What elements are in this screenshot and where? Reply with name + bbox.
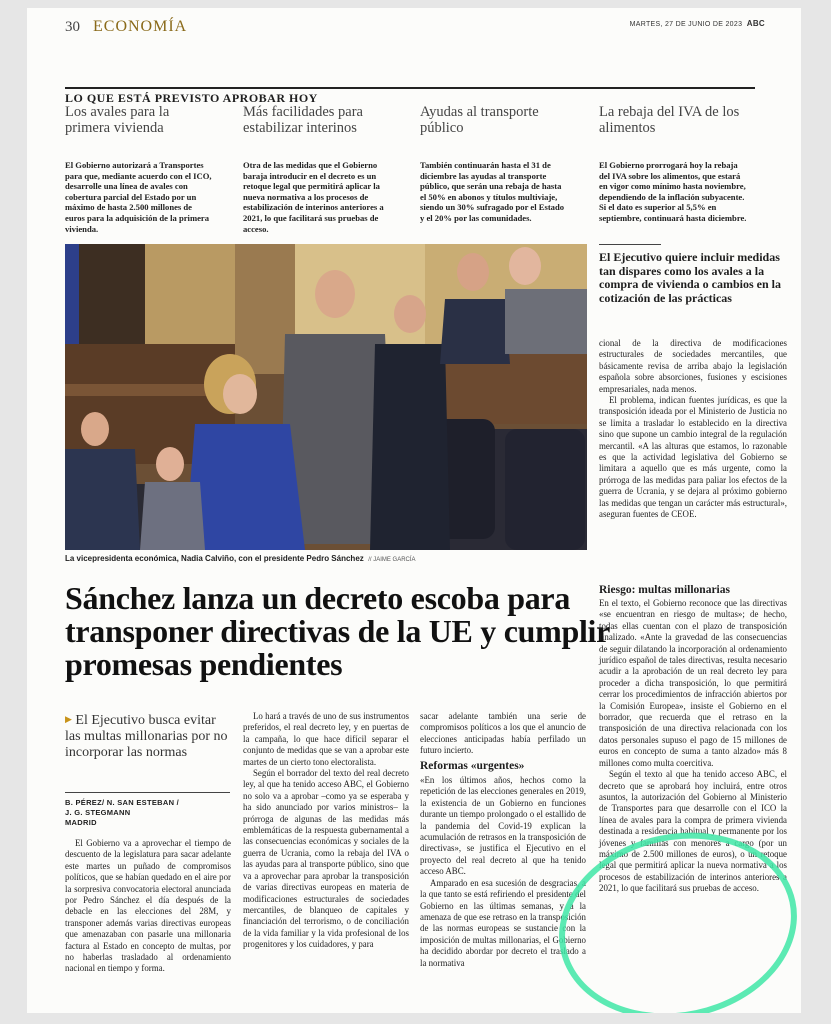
body-paragraph: El problema, indican fuentes jurídicas, es que la transposición ideada por el Ministerio de Justicia no se limita a trasladar lo establecido en la directiva sino que supone un cambio integral de la regulación mercantil. «A las alturas que estamos, lo razonable es que la actividad legislativa del Gobierno se limitara a aquello que es más urgente, como la prórroga de las medidas para paliar los efectos de la guerra de Ucrania, y se dejara al próximo gobierno las medidas que tengan un carácter más estructural», aseguran fuentes de CEOE. xyxy=(599,395,787,520)
body-paragraph: Lo hará a través de uno de sus instrumentos preferidos, el real decreto ley, y en puertas de la campaña, lo que hace difícil separar el conjunto de medidas que se van a aprobar este martes de un cierto tono electoralista. xyxy=(243,711,409,767)
plan-item-heading: Ayudas al transporte público xyxy=(420,104,539,136)
photo-caption xyxy=(65,554,587,563)
plan-item-transporte xyxy=(420,104,568,224)
body-paragraph: El Gobierno va a aprovechar el tiempo de descuento de la legislatura para sacar adelante este martes un puñado de compromisos políticos, que se habían quedado en el aire por la sorpresiva convocatoria electoral anunciada por Pedro Sánchez el día después de la debacle en las elecciones del 28M, y transponer además varias directivas europeas que amenazaban con pasarle una millonaria factura al Estado en concepto de multas, por no haberlas trasladado al ordenamiento nacional en tiempo y forma. xyxy=(65,838,231,974)
subheading: Reformas «urgentes» xyxy=(420,759,525,772)
body-paragraph: cional de la directiva de modificaciones estructurales de sociedades mercantiles, que básicamente revisa de arriba abajo la legislación española sobre absorciones, fusiones y escisiones empresariales, nada menos. xyxy=(599,338,787,394)
body-paragraph: sacar adelante también una serie de compromisos políticos a los que el anuncio de elecciones anticipadas había perfilado un futuro incierto. xyxy=(420,711,586,756)
plan-item-text: Otra de las medidas que el Gobierno baraja introducir en el decreto es un retoque legal que permitirá aplicar la nueva normativa a los procesos de estabilización de interinos anteriores a 2021, lo que facilitará sus pruebas de acceso. xyxy=(243,160,384,234)
body-paragraph: En el texto, el Gobierno reconoce que las directivas «se encuentran en riesgo de multas»; de hecho, todas ellas cuentan con el plazo de transposición finalizado. «Ante la gravedad de las consecuencias de seguir dilatando la incorporación al ordenamiento jurídico español de tales directivas, resulta necesario acudir a la aprobación de un real decreto ley para proceder a dicha transposición, lo que permitirá cerrar los procedimientos de infracción abiertos por la Comisión Europea», insiste el Gobierno en el borrador, que recuerda que el retraso en la transposición de una directiva relacionada con los datos personales supuso el pago de 15 millones de euros en concepto de suma a tanto alzado» más 8 millones como multa coercitiva. xyxy=(599,598,787,768)
sidebar-text xyxy=(599,338,787,521)
byline-authors-1: B. PÉREZ/ N. SAN ESTEBAN / xyxy=(65,798,180,807)
plan-item-text: El Gobierno prorrogará hoy la rebaja del IVA sobre los alimentos, que estará en vigor como mínimo hasta noviembre, dependiendo de la inflación subyacente. Si el dato es superior al 5,5% en septiembre, continuará hasta diciembre. xyxy=(599,160,747,223)
triangle-bullet-icon: ▶ xyxy=(65,714,72,724)
plan-item-avales xyxy=(65,104,213,234)
article-column-2 xyxy=(243,711,409,951)
sidebar-subheading: Riesgo: multas millonarias xyxy=(599,584,730,596)
sidebar-divider xyxy=(599,244,661,245)
article-column-1 xyxy=(65,838,231,975)
byline-divider xyxy=(65,792,230,793)
body-paragraph: Amparado en esa sucesión de desgracias, a la que tanto se está refiriendo el presidente del Gobierno en las últimas semanas, y a la amenaza de que ese retraso en la transposición de las normas europeas se sustancie con la imposición de multas millonarias, el Gobierno ha decidido abordar por decreto el traslado a la normativa xyxy=(420,877,586,968)
dek-text: El Ejecutivo busca evitar las multas millonarias por no incorporar las normas xyxy=(65,713,228,760)
article-headline: Sánchez lanza un decreto escoba para transponer directivas de la UE y cumplir promesas pendientes xyxy=(65,580,610,682)
plan-item-interinos xyxy=(243,104,391,234)
plan-item-iva xyxy=(599,104,747,224)
plan-item-text: También continuarán hasta el 31 de diciembre las ayudas al transporte público, que serán una rebaja de hasta el 50% en abonos y títulos multiviaje, siendo un 30% sufragado por el Estado y el 20% por las comunidades. xyxy=(420,160,565,223)
newspaper-page xyxy=(27,8,801,1013)
body-paragraph: Según el texto al que ha tenido acceso ABC, el decreto que se aprobará hoy incluirá, entre otros asuntos, la autorización del Gobierno al Ministerio de Transportes para que desarrolle con el ICO la línea de avales para la compra de primera vivienda destinada a residencia habitual y permanente por los jóvenes y familias con menores a cargo (por un máximo de 2.500 millones de euros), o un retoque legal que permitirá aplicar la nueva normativa a los procesos de estabilización de interinos anteriores a 2021, lo que facilitará sus pruebas de acceso. xyxy=(599,769,787,894)
caption-text: La vicepresidenta económica, Nadia Calviño, con el presidente Pedro Sánchez xyxy=(65,554,364,563)
page-date xyxy=(630,19,765,28)
sidebar-dek: El Ejecutivo quiere incluir medidas tan dispares como los avales a la compra de vivienda o cambios en la cotización de las prácticas xyxy=(599,250,781,305)
news-photo xyxy=(65,244,587,550)
plan-item-heading: Los avales para la primera vivienda xyxy=(65,104,170,136)
plan-box-title: LO QUE ESTÁ PREVISTO APROBAR HOY xyxy=(65,87,755,106)
plan-item-heading: Más facilidades para estabilizar interinos xyxy=(243,104,363,136)
body-paragraph: Según el borrador del texto del real decreto ley, al que ha tenido acceso ABC, el Gobierno no solo va a aprobar –como ya se esperaba y ha sido anunciado por varios ministros– la prórroga de algunas de las medidas más emblemáticas de la respuesta gubernamental a las consecuencias económicas y sociales de la guerra de Ucrania, como la rebaja del IVA o las ayudas para al transporte público, sino que va a aprovechar para aprobar la transposición de varias directivas europeas en materia de modificaciones estructurales de sociedades mercantiles, de blanqueo de capitales y financiación del terrorismo, o de conciliación de la vida familiar y la vida profesional de los progenitores y los cuidadores, y para xyxy=(243,768,409,950)
parliament-photo-illustration xyxy=(65,244,587,550)
section-title: ECONOMÍA xyxy=(93,18,188,35)
brand-name: ABC xyxy=(746,19,765,28)
byline-location: MADRID xyxy=(65,818,97,827)
page-number: 30 xyxy=(65,19,80,35)
article-dek xyxy=(65,711,230,761)
photo-credit: // JAIME GARCÍA xyxy=(368,557,416,563)
body-paragraph: «En los últimos años, hechos como la repetición de las elecciones generales en 2019, la existencia de un Gobierno en funciones durante un tiempo prolongado o el estallido de la pandemia del Covid-19 explican la acumulación de retrasos en la transposición de directivas», se justifica el Ejecutivo en el proyecto del real decreto al que ha tenido acceso ABC. xyxy=(420,775,586,877)
plan-item-heading: La rebaja del IVA de los alimentos xyxy=(599,104,740,136)
plan-item-text: El Gobierno autorizará a Transportes para que, mediante acuerdo con el ICO, desarrolle una línea de avales con cobertura parcial del Estado por un máximo de hasta 2.500 millones de euros para la adquisición de la primera vivienda. xyxy=(65,160,212,234)
byline-authors-2: J. G. STEGMANN xyxy=(65,808,131,817)
article-byline xyxy=(65,798,235,828)
date-text: MARTES, 27 DE JUNIO DE 2023 xyxy=(629,21,743,28)
